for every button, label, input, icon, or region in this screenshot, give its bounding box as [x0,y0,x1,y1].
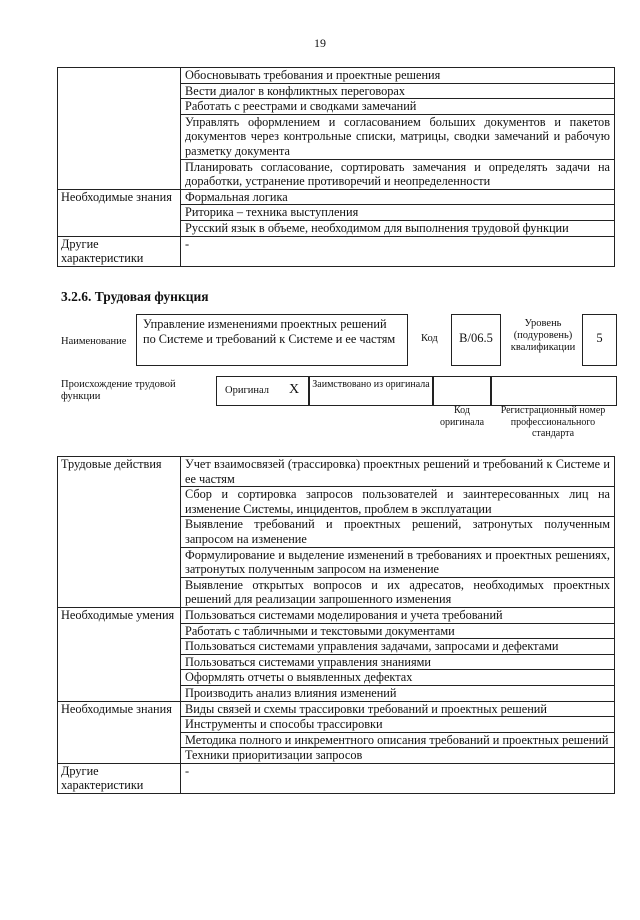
row-label: Другие характеристики [58,763,181,793]
row-item: Русский язык в объеме, необходимом для выполнения трудовой функции [181,220,615,236]
row-item: Управлять оформлением и согласованием больших документов и пакетов документов через контрольные списки, матрицы, сводки замечаний и рабочую разметку документа [181,114,615,159]
name-value-box [136,314,408,366]
row-label: Другие характеристики [58,236,181,266]
reg-number-box [490,376,617,406]
row-item: Пользоваться системами управления задачами, запросами и дефектами [181,639,615,655]
table-row [58,763,615,793]
section-heading: 3.2.6. Трудовая функция [61,289,209,304]
code-value: B/06.5 [459,331,493,345]
row-item: Обосновывать требования и проектные решения [181,68,615,84]
row-item: Оформлять отчеты о выявленных дефектах [181,670,615,686]
borrowed-box [308,376,434,406]
row-item: - [181,763,615,793]
labor-function-table [57,456,615,794]
row-label: Трудовые действия [58,457,181,608]
level-value-box [582,314,617,366]
row-item: Инструменты и способы трассировки [181,717,615,733]
row-item: Виды связей и схемы трассировки требований и проектных решений [181,701,615,717]
row-item: - [181,236,615,266]
name-value: Управление изменениями проектных решений по Системе и требований к Системе и ее частям [143,317,396,346]
row-item: Работать с табличными и текстовыми документами [181,623,615,639]
row-item: Формальная логика [181,189,615,205]
row-item: Планировать согласование, сортировать замечания и определять задачи на доработки, устранение противоречий и неопределенности [181,159,615,189]
row-item: Производить анализ влияния изменений [181,685,615,701]
original-label: Оригинал [225,385,269,396]
table-row [58,607,615,623]
code-original-caption: Код оригинала [439,405,485,428]
row-item: Выявление требований и проектных решений, затронутых полученным запросом на изменение [181,517,615,547]
row-item: Методика полного и инкрементного описания требований и проектных решений [181,732,615,748]
requirements-table-continued [57,67,615,267]
table-row [58,68,615,84]
code-original-box [432,376,492,406]
row-item: Формулирование и выделение изменений в требованиях и проектных решениях, затронутых полученным запросом на изменение [181,547,615,577]
code-value-box [451,314,501,366]
row-item: Учет взаимосвязей (трассировка) проектных решений и требований к Системе и ее частям [181,457,615,487]
row-item: Работать с реестрами и сводками замечаний [181,99,615,115]
origin-label: Происхождение трудовой функции [61,379,176,402]
row-label [58,68,181,190]
original-box [216,376,310,406]
table-row [58,457,615,487]
code-label: Код [421,333,438,344]
reg-number-caption: Регистрационный номер профессионального стандарта [500,405,606,439]
row-item: Сбор и сортировка запросов пользователей и заинтересованных лиц на изменение Системы, инцидентов, проблем в эксплуатации [181,487,615,517]
page-number: 19 [314,36,326,50]
original-mark: X [289,382,300,397]
table-row [58,701,615,717]
row-item: Выявление открытых вопросов и их адресатов, необходимых проектных решений для реализации запрошенного изменения [181,577,615,607]
level-value: 5 [596,331,603,345]
row-label: Необходимые умения [58,607,181,701]
table-row [58,236,615,266]
name-label: Наименование [61,336,127,347]
borrowed-label: Заимствовано из оригинала [312,379,430,390]
row-item: Вести диалог в конфликтных переговорах [181,83,615,99]
level-label: Уровень (подуровень) квалификации [510,318,576,353]
row-item: Пользоваться системами моделирования и учета требований [181,607,615,623]
row-item: Техники приоритизации запросов [181,748,615,764]
row-item: Риторика – техника выступления [181,205,615,221]
table-row [58,189,615,205]
row-label: Необходимые знания [58,189,181,236]
row-item: Пользоваться системами управления знаниями [181,654,615,670]
row-label: Необходимые знания [58,701,181,763]
